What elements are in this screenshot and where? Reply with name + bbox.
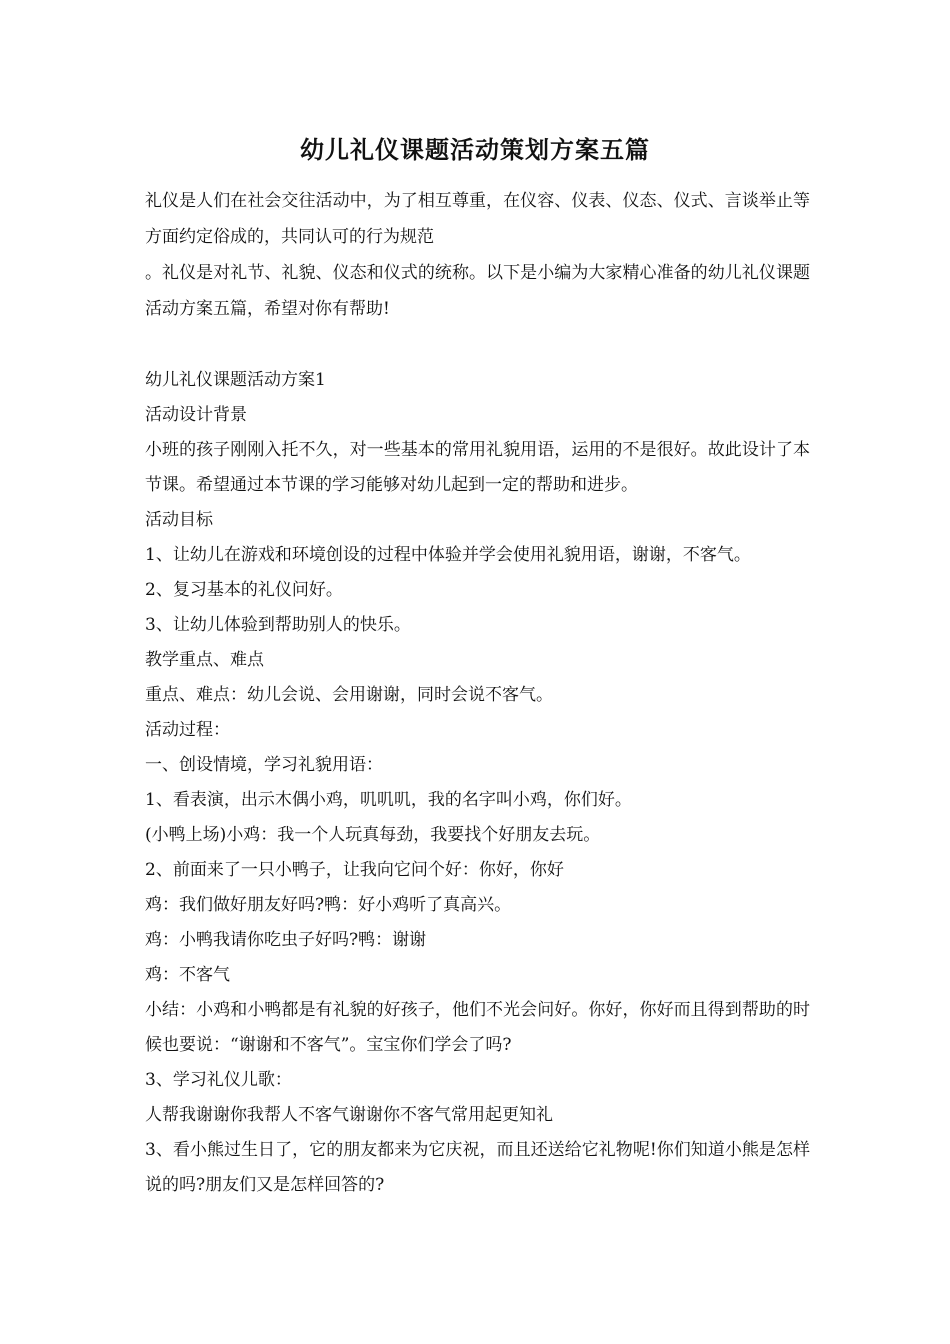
list-item: 3、看小熊过生日了，它的朋友都来为它庆祝，而且还送给它礼物呢!你们知道小熊是怎样说的吗?朋友们又是怎样回答的?: [145, 1140, 810, 1195]
list-item: 2、前面来了一只小鸭子，让我向它问个好：你好，你好: [145, 860, 564, 880]
body-paragraph: 小班的孩子刚刚入托不久，对一些基本的常用礼貌用语，运用的不是很好。故此设计了本节课。希望通过本节课的学习能够对幼儿起到一定的帮助和进步。: [145, 440, 810, 495]
subsection-heading: 活动目标: [145, 510, 213, 530]
intro-paragraph: 。礼仪是对礼节、礼貌、仪态和仪式的统称。以下是小编为大家精心准备的幼儿礼仪课题活动方案五篇，希望对你有帮助!: [145, 263, 810, 319]
intro-paragraph: 礼仪是人们在社会交往活动中，为了相互尊重，在仪容、仪表、仪态、仪式、言谈举止等方面约定俗成的，共同认可的行为规范: [145, 191, 810, 247]
list-item: 3、让幼儿体验到帮助别人的快乐。: [145, 615, 411, 635]
list-item: 1、让幼儿在游戏和环境创设的过程中体验并学会使用礼貌用语，谢谢，不客气。: [145, 545, 751, 565]
subsection-heading: 活动过程：: [145, 720, 230, 740]
section-heading: 幼儿礼仪课题活动方案1: [145, 370, 326, 390]
paragraph-gap: [145, 327, 810, 363]
body-paragraph: 一、创设情境，学习礼貌用语：: [145, 755, 383, 775]
document-title: 幼儿礼仪课题活动策划方案五篇: [300, 135, 650, 164]
dialogue-line: 鸡：不客气: [145, 965, 230, 985]
dialogue-line: 鸡：我们做好朋友好吗?鸭：好小鸡听了真高兴。: [145, 895, 512, 915]
document-body: [145, 183, 810, 1203]
dialogue-line: (小鸭上场)小鸡：我一个人玩真每劲，我要找个好朋友去玩。: [145, 825, 601, 845]
list-item: 3、学习礼仪儿歌：: [145, 1070, 292, 1090]
body-paragraph: 小结：小鸡和小鸭都是有礼貌的好孩子，他们不光会问好。你好，你好而且得到帮助的时候也要说：“谢谢和不客气”。宝宝你们学会了吗?: [145, 1000, 810, 1055]
subsection-heading: 活动设计背景: [145, 405, 247, 425]
body-paragraph: 人帮我谢谢你我帮人不客气谢谢你不客气常用起更知礼: [145, 1105, 553, 1125]
list-item: 2、复习基本的礼仪问好。: [145, 580, 343, 600]
body-paragraph: 重点、难点：幼儿会说、会用谢谢，同时会说不客气。: [145, 685, 553, 705]
dialogue-line: 鸡：小鸭我请你吃虫子好吗?鸭：谢谢: [145, 930, 427, 950]
subsection-heading: 教学重点、难点: [145, 650, 264, 670]
list-item: 1、看表演，出示木偶小鸡，叽叽叽，我的名字叫小鸡，你们好。: [145, 790, 632, 810]
